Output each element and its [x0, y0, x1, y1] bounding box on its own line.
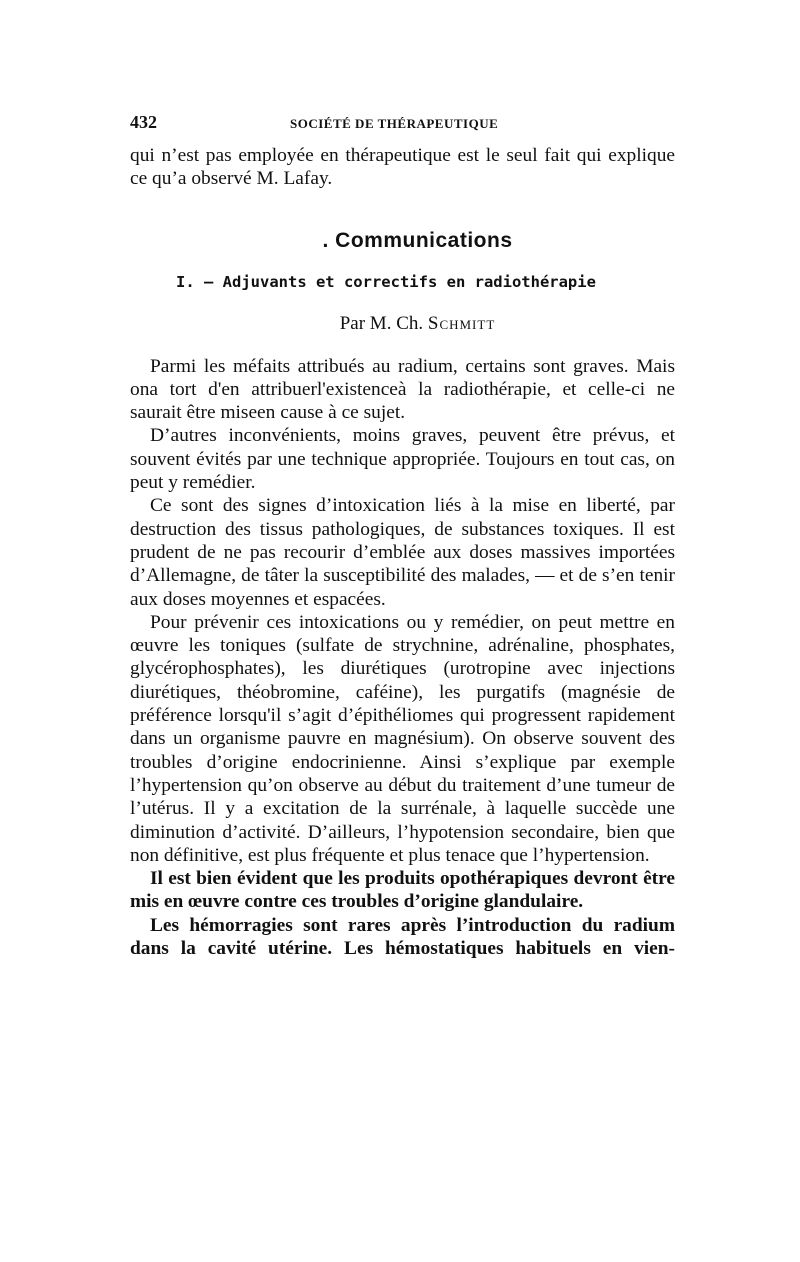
section-heading: . Communications [322, 228, 513, 252]
article-body [130, 355, 675, 961]
book-page [130, 112, 675, 960]
paragraph-3: Ce sont des signes d’intoxication liés à la mise en liberté, par destruction des tissus pathologiques, de substances toxiques. Il est prudent de ne pas recourir d’emblée aux doses massives importées d’Allemagne, de tâter la susceptibilité des malades, — et de s’en tenir aux doses moyennes et espacées. [130, 495, 675, 610]
byline [160, 313, 675, 335]
byline-author: Schmitt [427, 312, 496, 334]
paragraph-1: Parmi les méfaits attribués au radium, certains sont graves. Mais ona tort d'en attribuerl'existenceà la radiothérapie, et celle-ci ne saurait être miseen cause à ce sujet. [130, 355, 675, 424]
journal-title: SOCIÉTÉ DE THÉRAPEUTIQUE [290, 116, 499, 131]
running-head [130, 112, 675, 142]
intro-text: qui n’est pas employée en thérapeutique est le seul fait qui explique ce qu’a observé M. Lafay. [130, 145, 675, 190]
byline-prefix: Par M. Ch. [339, 312, 424, 334]
paragraph-5: Il est bien évident que les produits opothérapiques devront être mis en œuvre contre ces troubles d’origine glandulaire. [130, 868, 675, 913]
page-number: 432 [130, 112, 157, 132]
paragraph-4: Pour prévenir ces intoxications ou y remédier, on peut mettre en œuvre les toniques (sulfate de strychnine, adrénaline, phosphates, glycérophosphates), les diurétiques (urotropine avec injections diurétiques, théobromine, caféine), les purgatifs (magnésie de préférence lorsqu'il s’agit d’épithéliomes qui progressent rapidement dans un organisme pauvre en magnésium). On observe souvent des troubles d’origine endocrinienne. Ainsi s’explique par exemple l’hypertension qu’on observe au début du traitement d’une tumeur de l’utérus. Il y a excitation de la surrénale, à laquelle succède une diminution d’activité. D’ailleurs, l’hypotension secondaire, bien que non définitive, est plus fréquente et plus tenace que l’hypertension. [130, 611, 675, 866]
paragraph-6: Les hémorragies sont rares après l’introduction du radium dans la cavité utérine. Les hémostatiques habituels en vien- [130, 914, 675, 960]
paragraph-2: D’autres inconvénients, moins graves, peuvent être prévus, et souvent évités par une technique appropriée. Toujours en tout cas, on peut y remédier. [130, 425, 675, 494]
article-title: I. — Adjuvants et correctifs en radiothérapie [176, 272, 596, 291]
